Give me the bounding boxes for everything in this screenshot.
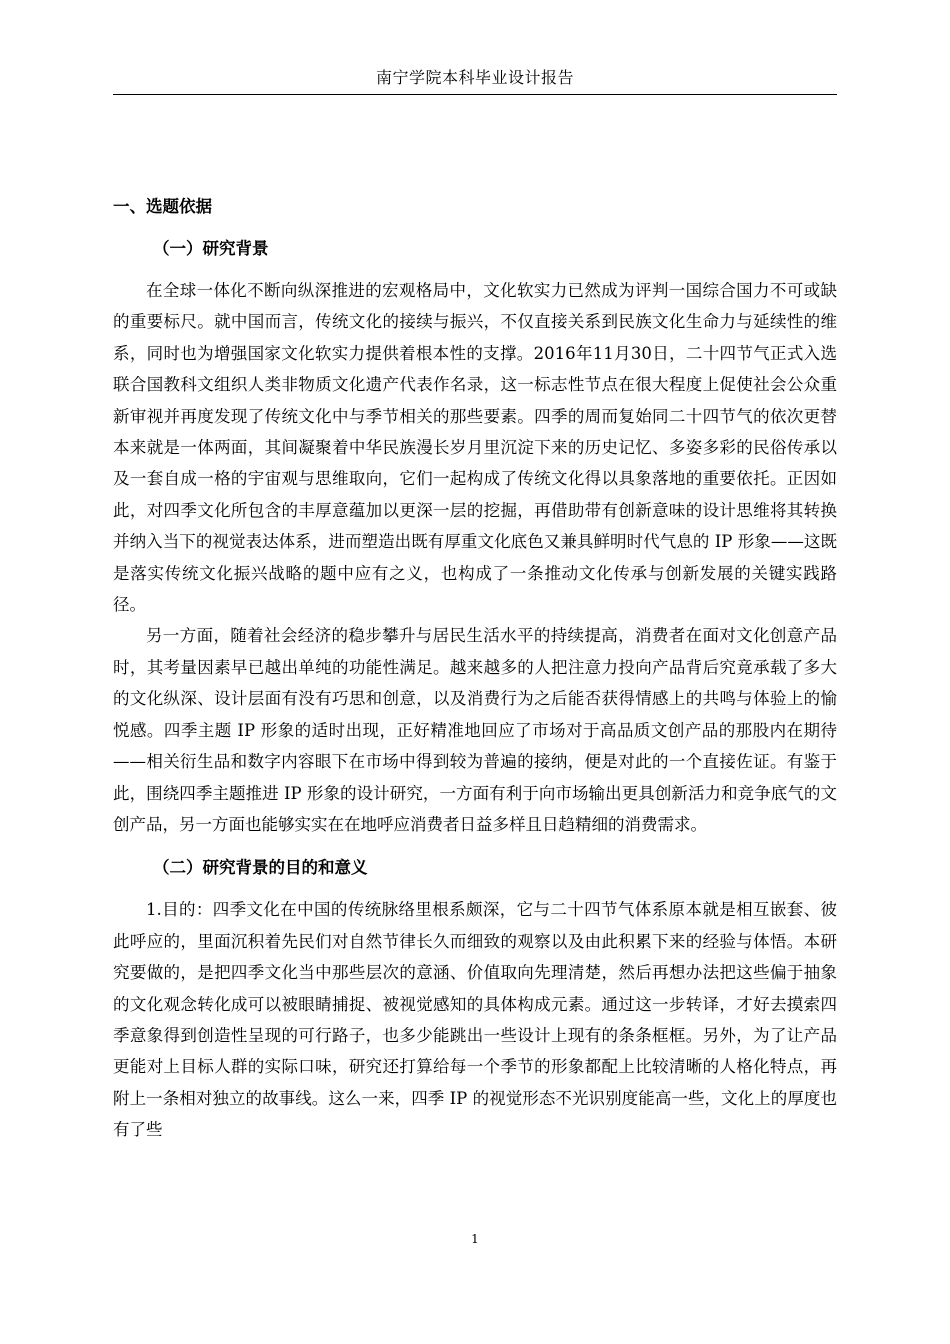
document-body <box>113 191 837 1146</box>
page-number: 1 <box>471 1232 479 1246</box>
section-heading: 一、选题依据 <box>113 197 212 216</box>
paragraph-purpose-1: 1.目的：四季文化在中国的传统脉络里根系颇深，它与二十四节气体系原本就是相互嵌套、彼此呼应的，里面沉积着先民们对自然节律长久而细致的观察以及由此积累下来的经验与体悟。本研究要做的，是把四季文化当中那些层次的意涵、价值取向先理清楚，然后再想办法把这些偏于抽象的文化观念转化成可以被眼睛捕捉、被视觉感知的具体构成元素。通过这一步转译，才好去摸索四季意象得到创造性呈现的可行路子，也多少能跳出一些设计上现有的条条框框。另外，为了让产品更能对上目标人群的实际口味，研究还打算给每一个季节的形象都配上比较清晰的人格化特点，再附上一条相对独立的故事线。这么一来，四季 IP 的视觉形态不光识别度能高一些，文化上的厚度也有了些 <box>113 900 837 1140</box>
paragraph-background-2: 另一方面，随着社会经济的稳步攀升与居民生活水平的持续提高，消费者在面对文化创意产品时，其考量因素早已越出单纯的功能性满足。越来越多的人把注意力投向产品背后究竟承载了多大的文化纵深、设计层面有没有巧思和创意，以及消费行为之后能否获得情感上的共鸣与体验上的愉悦感。四季主题 IP 形象的适时出现，正好精准地回应了市场对于高品质文创产品的那股内在期待——相关衍生品和数字内容眼下在市场中得到较为普遍的接纳，便是对此的一个直接佐证。有鉴于此，围绕四季主题推进 IP 形象的设计研究，一方面有利于向市场输出更具创新活力和竞争底气的文创产品，另一方面也能够实实在在地呼应消费者日益多样且日趋精细的消费需求。 <box>113 626 837 834</box>
subsection-heading-purpose: （二）研究背景的目的和意义 <box>153 858 368 878</box>
header-divider <box>113 94 837 95</box>
paragraph-background-1: 在全球一体化不断向纵深推进的宏观格局中，文化软实力已然成为评判一国综合国力不可或缺的重要标尺。就中国而言，传统文化的接续与振兴，不仅直接关系到民族文化生命力与延续性的维系，同时也为增强国家文化软实力提供着根本性的支撑。2016年11月30日，二十四节气正式入选联合国教科文组织人类非物质文化遗产代表作名录，这一标志性节点在很大程度上促使社会公众重新审视并再度发现了传统文化中与季节相关的那些要素。四季的周而复始同二十四节气的依次更替本来就是一体两面，其间凝聚着中华民族漫长岁月里沉淀下来的历史记忆、多姿多彩的民俗传承以及一套自成一格的宇宙观与思维取向，它们一起构成了传统文化得以具象落地的重要依托。正因如此，对四季文化所包含的丰厚意蕴加以更深一层的挖掘，再借助带有创新意味的设计思维将其转换并纳入当下的视觉表达体系，进而塑造出既有厚重文化底色又兼具鲜明时代气息的 IP 形象——这既是落实传统文化振兴战略的题中应有之义，也构成了一条推动文化传承与创新发展的关键实践路径。 <box>113 281 837 615</box>
spacer <box>113 840 837 852</box>
page-header: 南宁学院本科毕业设计报告 <box>375 68 574 87</box>
subsection-heading-background: （一）研究背景 <box>153 239 269 258</box>
